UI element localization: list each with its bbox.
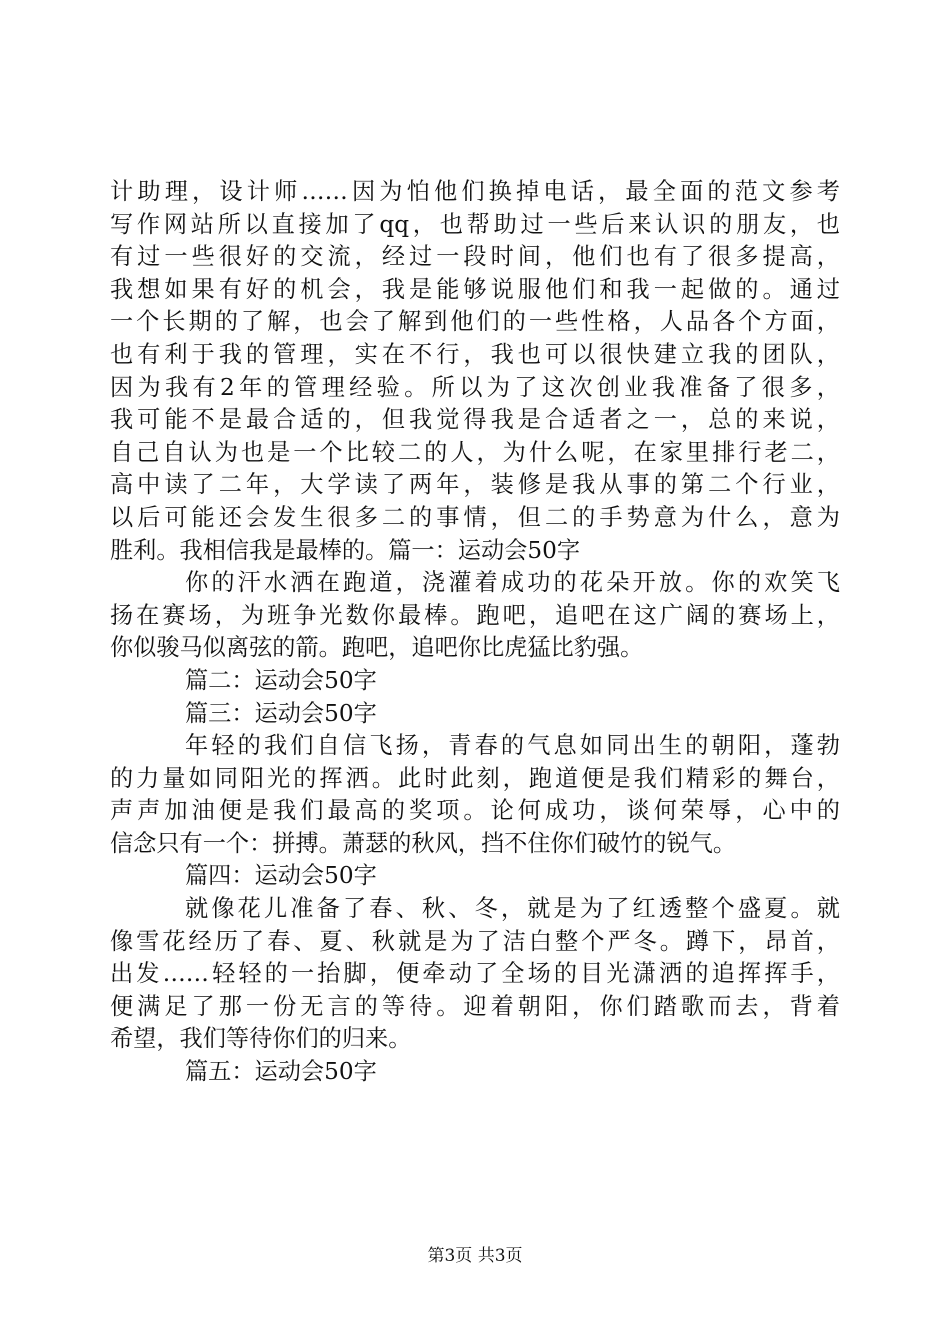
text-line: 我可能不是最合适的，但我觉得我是合适者之一，总的来说， — [110, 406, 840, 434]
text-line: 年轻的我们自信飞扬，青春的气息如同出生的朝阳，蓬勃 — [185, 732, 840, 760]
page-number-footer: 第3页 共3页 — [427, 1246, 523, 1266]
text-line: 因为我有2年的管理经验。所以为了这次创业我准备了很多， — [110, 373, 840, 401]
text-line: 有过一些很好的交流，经过一段时间，他们也有了很多提高， — [110, 243, 840, 271]
text-line: 高中读了二年，大学读了两年，装修是我从事的第二个行业， — [110, 471, 840, 499]
text-line: 出发……轻轻的一抬脚，便牵动了全场的目光潇洒的追挥挥手， — [110, 960, 840, 988]
text-line: 扬在赛场，为班争光数你最棒。跑吧，追吧在这广阔的赛场上， — [110, 601, 840, 629]
section-heading: 篇三：运动会50字 — [185, 699, 377, 727]
text-line: 你的汗水洒在跑道，浇灌着成功的花朵开放。你的欢笑飞 — [185, 569, 840, 597]
text-line: 声声加油便是我们最高的奖项。论何成功，谈何荣辱，心中的 — [110, 797, 840, 825]
text-line: 一个长期的了解，也会了解到他们的一些性格，人品各个方面， — [110, 308, 840, 336]
text-line: 胜利。我相信我是最棒的。篇一：运动会50字 — [110, 536, 581, 564]
document-body — [110, 176, 840, 1089]
text-line: 信念只有一个：拼搏。萧瑟的秋风，挡不住你们破竹的锐气。 — [110, 829, 737, 857]
text-line: 的力量如同阳光的挥洒。此时此刻，跑道便是我们精彩的舞台， — [110, 764, 840, 792]
text-line: 以后可能还会发生很多二的事情，但二的手势意为什么，意为 — [110, 503, 840, 531]
text-line: 也有利于我的管理，实在不行，我也可以很快建立我的团队， — [110, 340, 840, 368]
text-line: 像雪花经历了春、夏、秋就是为了洁白整个严冬。蹲下，昂首， — [110, 927, 840, 955]
section-heading: 篇四：运动会50字 — [185, 862, 377, 890]
text-line: 我想如果有好的机会，我是能够说服他们和我一起做的。通过 — [110, 275, 840, 303]
text-line: 便满足了那一份无言的等待。迎着朝阳，你们踏歌而去，背着 — [110, 992, 840, 1020]
section-heading: 篇二：运动会50字 — [185, 666, 377, 694]
text-line: 计助理，设计师……因为怕他们换掉电话，最全面的范文参考 — [110, 178, 840, 205]
text-line: 自己自认为也是一个比较二的人，为什么呢，在家里排行老二， — [110, 438, 840, 466]
text-line: 就像花儿准备了春、秋、冬，就是为了红透整个盛夏。就 — [185, 895, 840, 923]
text-line: 你似骏马似离弦的箭。跑吧，追吧你比虎猛比豹强。 — [110, 634, 644, 662]
text-line: 写作网站所以直接加了qq，也帮助过一些后来认识的朋友，也 — [110, 210, 840, 238]
section-heading: 篇五：运动会50字 — [185, 1058, 377, 1086]
text-line: 希望，我们等待你们的归来。 — [110, 1025, 412, 1053]
